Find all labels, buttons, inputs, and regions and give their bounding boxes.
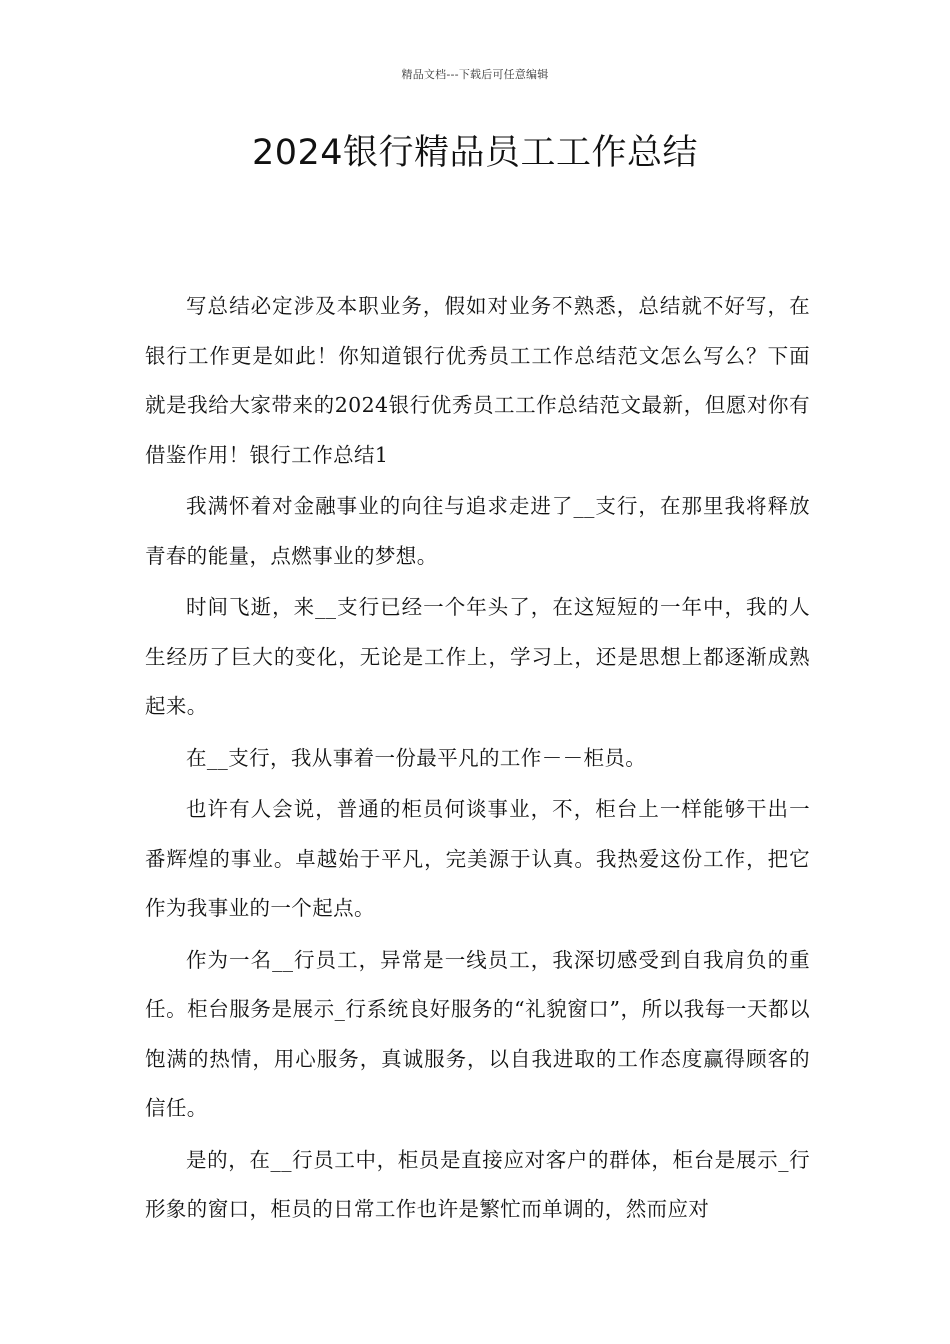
- document-body: [145, 282, 810, 1237]
- paragraph: 我满怀着对金融事业的向往与追求走进了__支行，在那里我将释放青春的能量，点燃事业的梦想。: [145, 494, 810, 568]
- paragraph: 作为一名__行员工，异常是一线员工，我深切感受到自我肩负的重任。柜台服务是展示_行系统良好服务的“礼貌窗口”，所以我每一天都以饱满的热情，用心服务，真诚服务，以自我进取的工作态度赢得顾客的信任。: [145, 947, 810, 1120]
- document-title: 2024银行精品员工工作总结: [251, 133, 699, 173]
- paragraph: 是的，在__行员工中，柜员是直接应对客户的群体，柜台是展示_行形象的窗口，柜员的日常工作也许是繁忙而单调的，然而应对: [145, 1147, 810, 1221]
- paragraph: 也许有人会说，普通的柜员何谈事业，不，柜台上一样能够干出一番辉煌的事业。卓越始于平凡，完美源于认真。我热爱这份工作，把它作为我事业的一个起点。: [145, 797, 810, 920]
- paragraph: 写总结必定涉及本职业务，假如对业务不熟悉，总结就不好写，在银行工作更是如此！你知道银行优秀员工工作总结范文怎么写么？下面就是我给大家带来的2024银行优秀员工工作总结范文最新，但愿对你有借鉴作用！银行工作总结1: [145, 294, 810, 467]
- header-note: 精品文档---下载后可任意编辑: [401, 68, 549, 81]
- paragraph: 时间飞逝，来__支行已经一个年头了，在这短短的一年中，我的人生经历了巨大的变化，无论是工作上，学习上，还是思想上都逐渐成熟起来。: [145, 595, 810, 718]
- paragraph: 在__支行，我从事着一份最平凡的工作－－柜员。: [186, 745, 647, 770]
